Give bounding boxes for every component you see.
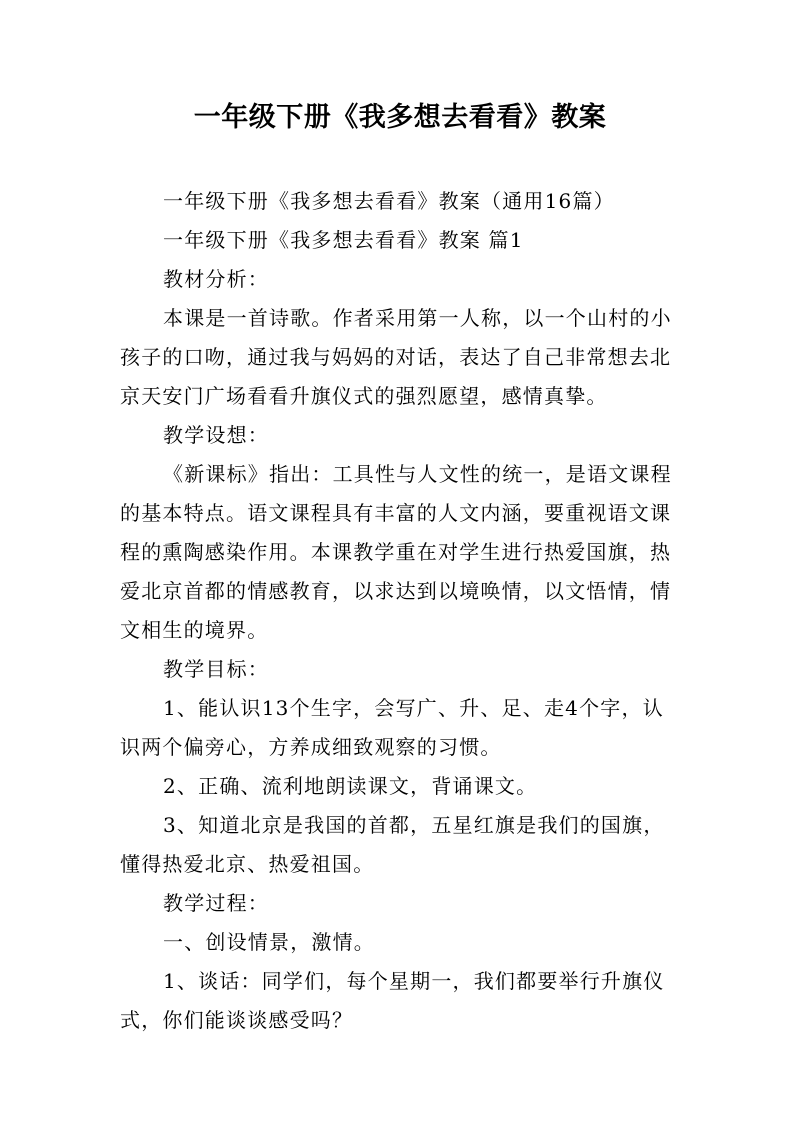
paragraph-material-analysis: 本课是一首诗歌。作者采用第一人称，以一个山村的小孩子的口吻，通过我与妈妈的对话，表达了自己非常想去北京天安门广场看看升旗仪式的强烈愿望，感情真挚。 — [120, 306, 672, 408]
subsection-heading-step-1: 一、创设情景，激情。 — [163, 930, 375, 954]
section-heading-material-analysis: 教材分析： — [163, 267, 269, 291]
list-item-goal-2: 2、正确、流利地朗读课文，背诵课文。 — [163, 774, 538, 798]
paragraph-part-heading: 一年级下册《我多想去看看》教案 篇1 — [163, 228, 524, 252]
section-heading-teaching-process: 教学过程： — [163, 891, 269, 915]
document-body — [120, 182, 680, 1040]
section-heading-teaching-idea: 教学设想： — [163, 423, 269, 447]
paragraph-teaching-idea: 《新课标》指出：工具性与人文性的统一，是语文课程的基本特点。语文课程具有丰富的人文内涵，要重视语文课程的熏陶感染作用。本课教学重在对学生进行热爱国旗，热爱北京首都的情感教育，以求达到以境唤情，以文悟情，情文相生的境界。 — [120, 462, 672, 642]
list-item-goal-3: 3、知道北京是我国的首都，五星红旗是我们的国旗，懂得热爱北京、热爱祖国。 — [120, 813, 665, 876]
list-item-goal-1: 1、能认识13个生字，会写广、升、足、走4个字，认识两个偏旁心，方养成细致观察的习惯。 — [120, 696, 664, 759]
list-item-step-1-talk: 1、谈话：同学们，每个星期一，我们都要举行升旗仪式，你们能谈谈感受吗？ — [120, 969, 665, 1032]
section-heading-teaching-goals: 教学目标： — [163, 657, 269, 681]
paragraph-subtitle: 一年级下册《我多想去看看》教案（通用16篇） — [163, 189, 615, 213]
document-title: 一年级下册《我多想去看看》教案 — [193, 102, 607, 133]
